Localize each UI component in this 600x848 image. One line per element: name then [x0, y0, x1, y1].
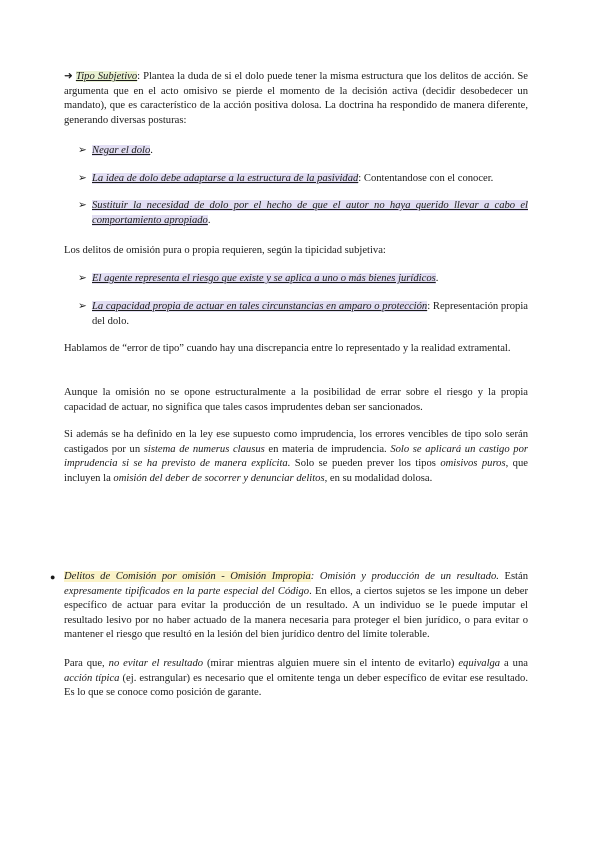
- requirement-rest: : Representación propia del dolo.: [92, 301, 528, 327]
- bullet-marker: ●: [50, 572, 56, 582]
- paragraph-imprudencia: [64, 428, 528, 486]
- text-run: Si además se ha definido en la ley ese supuesto como imprudencia, los errores vencibles de tipo solo serán castigados por un: [64, 429, 528, 455]
- posture-item: [78, 172, 528, 187]
- posture-link[interactable]: Negar el dolo: [92, 145, 151, 156]
- posture-marker: ➢: [78, 173, 87, 184]
- posture-rest: : Contentandose con el conocer.: [358, 173, 494, 184]
- italic-run: omisión del deber de socorrer y denunciar delitos: [113, 472, 325, 484]
- section-tipo-subjetivo: [64, 70, 528, 128]
- text-run: (ej. estrangular) es necesario que el omitente tenga un deber específico de evitar ese resultado. Es lo que se conoce como posición de garante.: [64, 672, 528, 699]
- section-comision-por-omision: [50, 570, 528, 643]
- italic-run: acción típica: [64, 672, 120, 684]
- tipo-subjetivo-term: Tipo Subjetivo: [75, 71, 138, 82]
- arrow-marker: ➜: [64, 71, 73, 82]
- posture-link[interactable]: Sustituir la necesidad de dolo por el hecho de que el autor no haya querido llevar a cabo el comportamiento apropiado: [92, 200, 528, 226]
- requirement-item: [78, 300, 528, 329]
- text-run: Solo se pueden prever los tipos: [290, 458, 441, 470]
- text-run: en materia de imprudencia.: [264, 443, 391, 455]
- requirement-link[interactable]: La capacidad propia de actuar en tales circunstancias en amparo o protección: [92, 301, 428, 312]
- requirements-intro: Los delitos de omisión pura o propia requieren, según la tipicidad subjetiva:: [64, 245, 386, 256]
- posture-item: [78, 199, 528, 228]
- italic-run: omisivos puros: [440, 458, 506, 470]
- paragraph-error-de-tipo: Hablamos de “error de tipo” cuando hay una discrepancia entre lo representado y la realidad extramental.: [64, 343, 511, 354]
- text-run: , en su modalidad dolosa.: [324, 472, 433, 484]
- italic-run: Solo se aplicará un castigo por imprudencia si se ha previsto de manera explícita.: [64, 443, 529, 470]
- requirement-link[interactable]: El agente representa el riesgo que existe y se aplica a uno o más bienes jurídicos: [92, 273, 436, 284]
- italic-run: no evitar el resultado: [108, 658, 204, 669]
- posture-item: [78, 144, 528, 159]
- posture-marker: ➢: [78, 145, 87, 156]
- requirement-marker: ➢: [78, 273, 87, 284]
- text-run: , que incluyen la: [64, 458, 528, 484]
- text-run: . En ellos, a ciertos sujetos se les impone un deber específico de actuar para evitar la producción de un resultado. A un individuo se le puede imputar el resultado lesivo por no haber actuado de la manera necesaria para proteger el bien jurídico, o para evitar o mantener el riesgo que resultó en la lesión del bien jurídico dentro del límite tolerable.: [64, 585, 528, 641]
- text-run: (mirar mientras alguien muere sin el intento de evitarlo): [203, 658, 459, 669]
- requirement-rest: .: [435, 273, 439, 284]
- paragraph-posicion-garante: [64, 657, 528, 701]
- posture-link[interactable]: La idea de dolo debe adaptarse a la estructura de la pasividad: [92, 173, 359, 184]
- italic-run: sistema de numerus clausus: [143, 443, 265, 455]
- text-run: Están: [498, 571, 529, 582]
- italic-run: expresamente tipificados en la parte especial del Código: [64, 585, 310, 597]
- comision-term: Delitos de Comisión por omisión - Omisión Impropia: [64, 571, 311, 582]
- requirement-item: [78, 272, 528, 287]
- tipo-subjetivo-text: : Plantea la duda de si el dolo puede tener la misma estructura que los delitos de acción. Se argumenta que en el acto omisivo se pierde el momento de la decisión activa (decidir desobedecer un mandato), que es característico de la acción positiva dolosa. La doctrina ha respondido de manera diferente, generando diversas posturas:: [64, 71, 528, 126]
- text-run: Para que,: [64, 658, 109, 669]
- posture-rest: .: [150, 145, 153, 156]
- posture-marker: ➢: [78, 200, 87, 211]
- italic-run: : Omisión y producción de un resultado.: [310, 571, 499, 582]
- italic-run: equivalga: [458, 658, 501, 669]
- text-run: a una: [500, 658, 528, 669]
- paragraph-aunque: Aunque la omisión no se opone estructuralmente a la posibilidad de errar sobre el riesgo y la propia capacidad de actuar, no significa que tales casos imprudentes deban ser sancionados.: [64, 387, 528, 413]
- posture-rest: .: [207, 214, 211, 226]
- requirement-marker: ➢: [78, 301, 87, 312]
